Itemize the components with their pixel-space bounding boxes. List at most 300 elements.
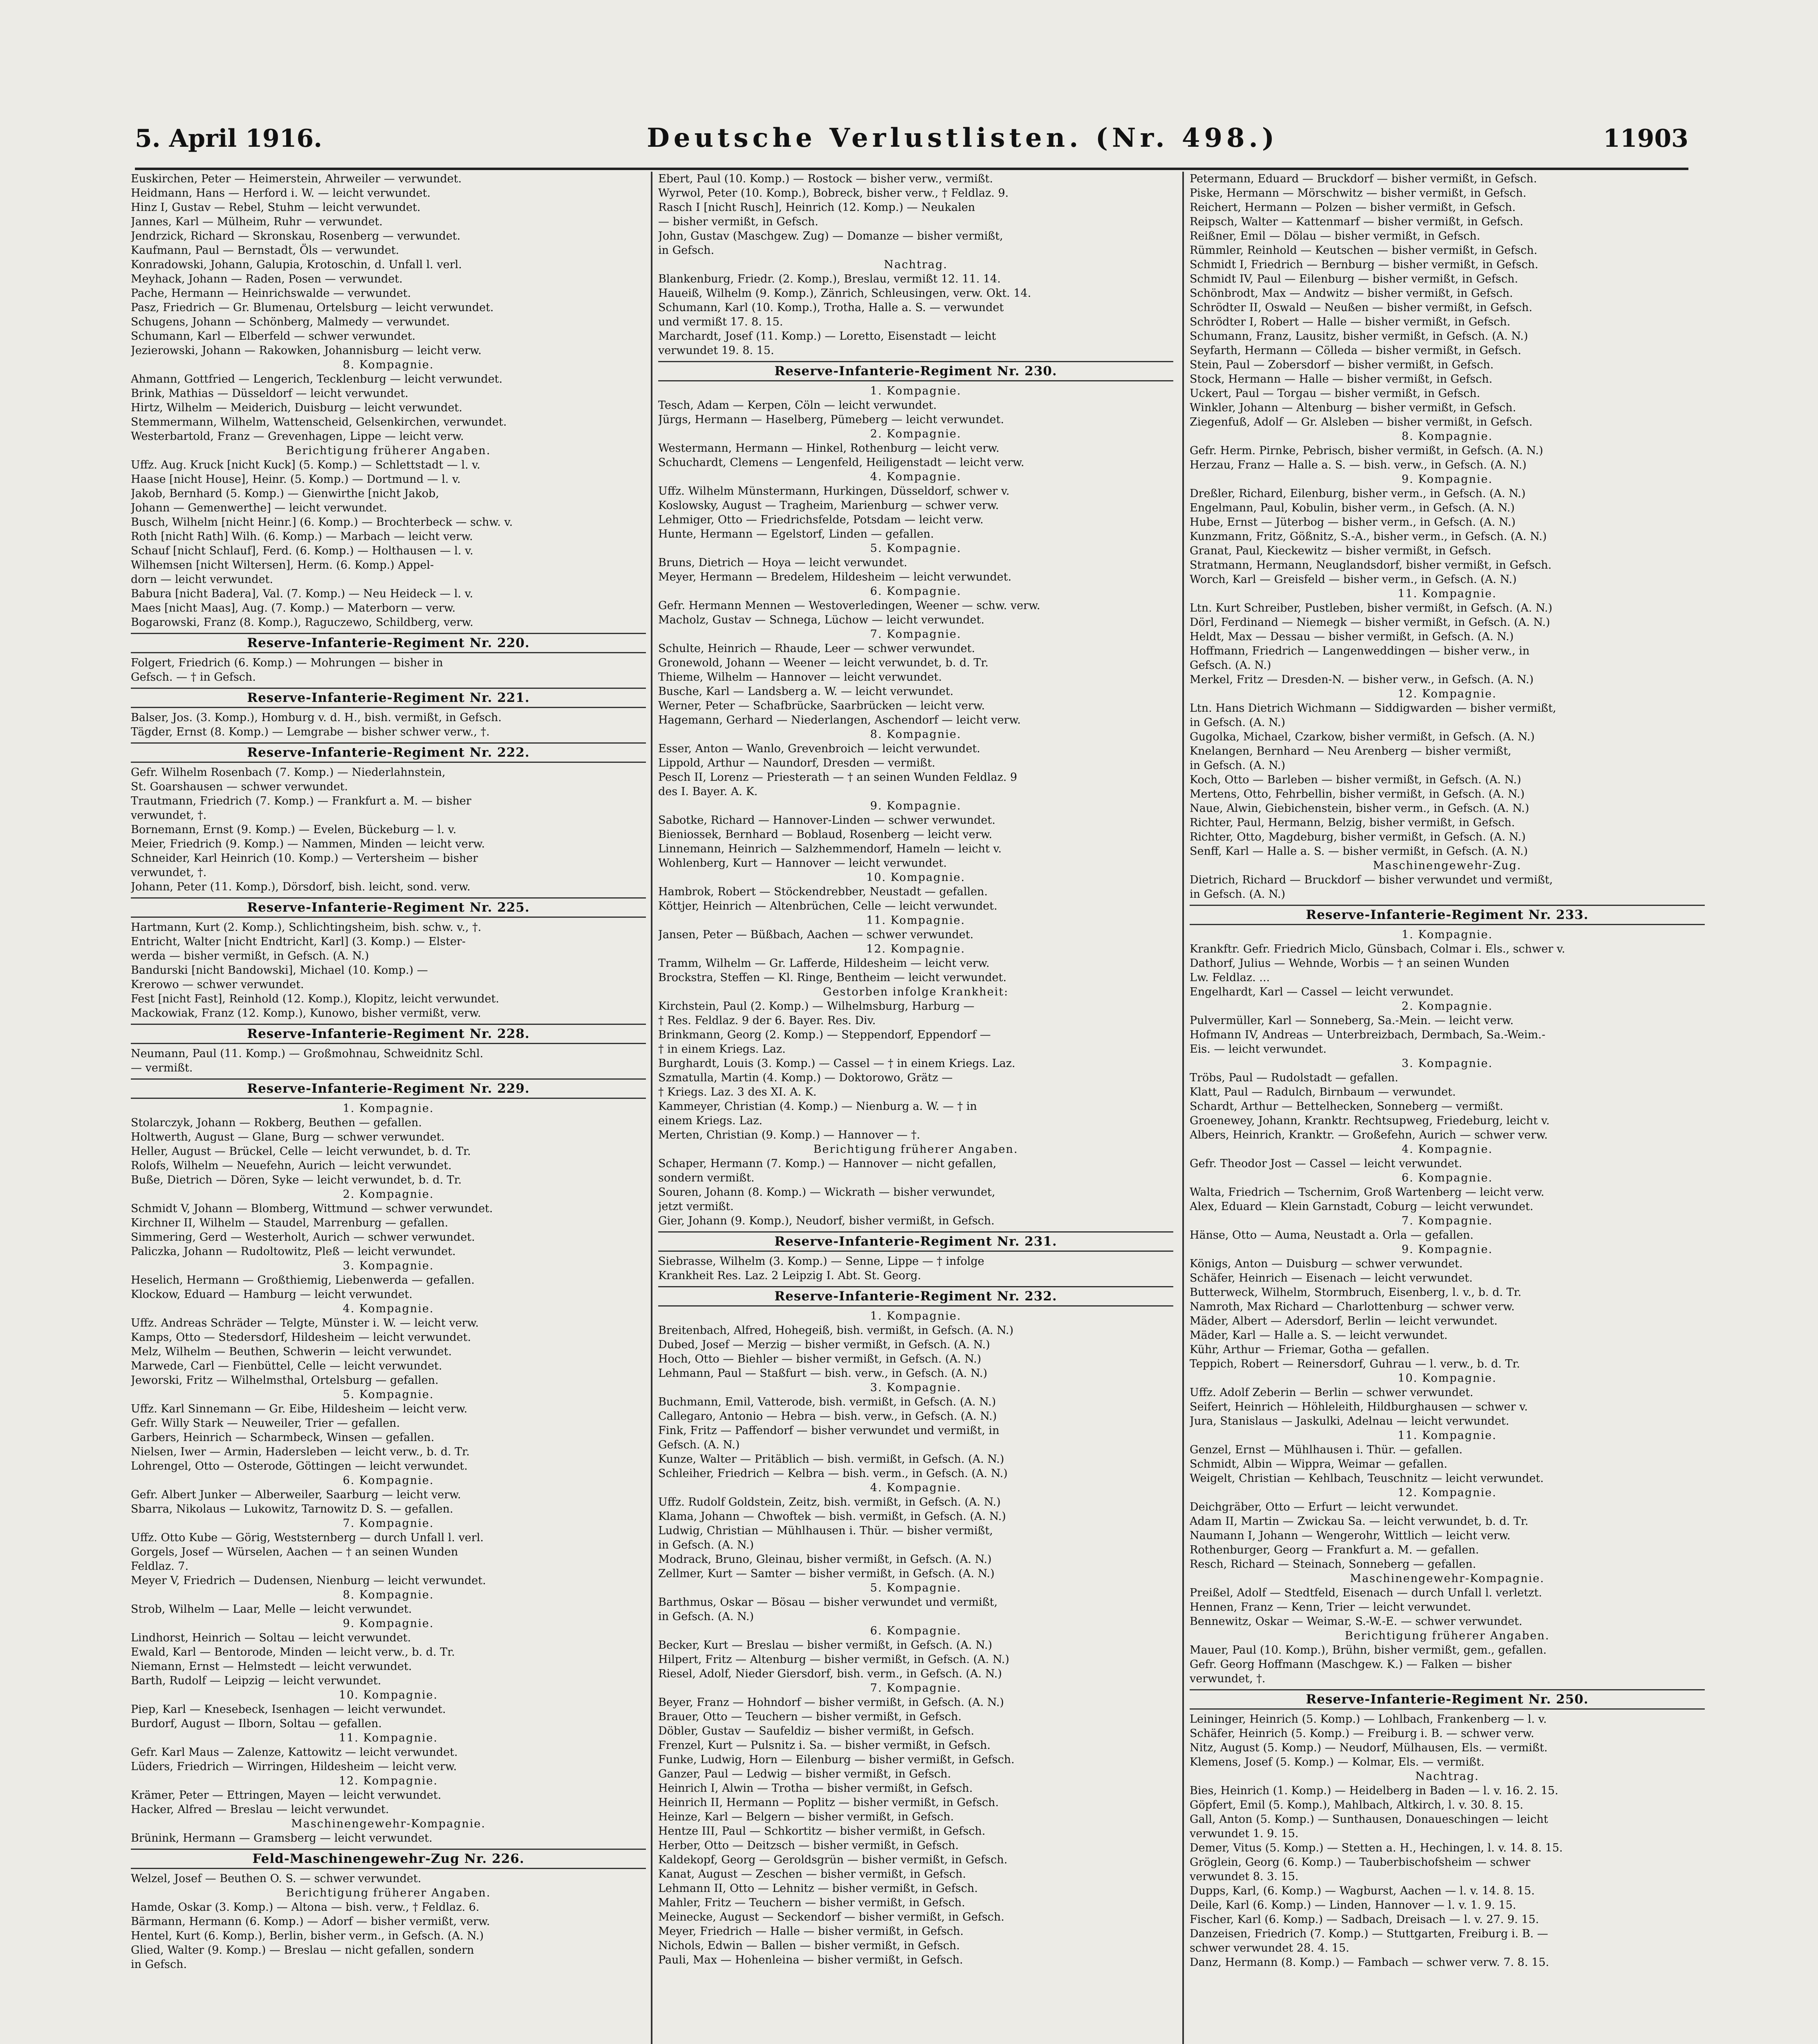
casualty-entry: Kirchstein, Paul (2. Komp.) — Wilhelmsburg, Harburg —: [658, 1000, 975, 1013]
casualty-entry: Linnemann, Heinrich — Salzhemmendorf, Hameln — leicht v.: [658, 843, 1002, 855]
casualty-entry: Richter, Paul, Hermann, Belzig, bisher vermißt, in Gefsch.: [1190, 816, 1515, 829]
casualty-entry: Schulte, Heinrich — Rhaude, Leer — schwer verwundet.: [658, 642, 975, 655]
regiment-heading: Reserve-Infanterie-Regiment Nr. 228.: [131, 1024, 646, 1044]
company-subheading: 6. Kompagnie.: [1401, 1172, 1493, 1184]
casualty-entry: Albers, Heinrich, Kranktr. — Großefehn, Aurich — schwer verw.: [1190, 1129, 1548, 1141]
casualty-entry: Schugens, Johann — Schönberg, Malmedy — verwundet.: [131, 316, 450, 328]
casualty-entry: Granat, Paul, Kieckewitz — bisher vermißt, in Gefsch.: [1190, 545, 1491, 557]
casualty-entry: Ahmann, Gottfried — Lengerich, Tecklenburg — leicht verwundet.: [131, 373, 503, 385]
casualty-entry: Uffz. Andreas Schräder — Telgte, Münster i. W. — leicht verw.: [131, 1317, 479, 1329]
regiment-heading: Reserve-Infanterie-Regiment Nr. 232.: [658, 1286, 1173, 1307]
casualty-entry: Dupps, Karl, (6. Komp.) — Wagburst, Aachen — l. v. 14. 8. 15.: [1190, 1885, 1535, 1897]
casualty-entry: Leininger, Heinrich (5. Komp.) — Lohlbach, Frankenberg — l. v.: [1190, 1713, 1547, 1726]
casualty-entry: Kaldekopf, Georg — Geroldsgrün — bisher vermißt, in Gefsch.: [658, 1853, 1008, 1866]
casualty-entry: Ludwig, Christian — Mühlhausen i. Thür. — bisher vermißt,: [658, 1524, 993, 1537]
casualty-entry: Königs, Anton — Duisburg — schwer verwundet.: [1190, 1257, 1463, 1270]
company-subheading: 4. Kompagnie.: [343, 1302, 434, 1315]
casualty-entry: Kamps, Otto — Stedersdorf, Hildesheim — leicht verwundet.: [131, 1331, 471, 1344]
casualty-entry: Reichert, Hermann — Polzen — bisher vermißt, in Gefsch.: [1190, 201, 1516, 214]
casualty-entry: Hartmann, Kurt (2. Komp.), Schlichtingsheim, bish. schw. v., †.: [131, 921, 482, 934]
casualty-entry: Hamde, Oskar (3. Komp.) — Altona — bish. verw., † Feldlaz. 6.: [131, 1901, 480, 1914]
casualty-entry: Uckert, Paul — Torgau — bisher vermißt, in Gefsch.: [1190, 387, 1480, 400]
casualty-entry: Kaufmann, Paul — Bernstadt, Öls — verwundet.: [131, 244, 399, 257]
casualty-entry: Piske, Hermann — Mörschwitz — bisher vermißt, in Gefsch.: [1190, 187, 1527, 199]
casualty-entry: Adam II, Martin — Zwickau Sa. — leicht verwundet, b. d. Tr.: [1190, 1515, 1529, 1528]
company-subheading: 1. Kompagnie.: [343, 1102, 434, 1115]
casualty-entry: Esser, Anton — Wanlo, Grevenbroich — leicht verwundet.: [658, 742, 980, 755]
casualty-entry: Demer, Vitus (5. Komp.) — Stetten a. H., Hechingen, l. v. 14. 8. 15.: [1190, 1842, 1563, 1854]
casualty-entry: Nielsen, Iwer — Armin, Hadersleben — leicht verw., b. d. Tr.: [131, 1446, 470, 1458]
casualty-entry: Hänse, Otto — Auma, Neustadt a. Orla — gefallen.: [1190, 1229, 1474, 1242]
regiment-heading: Reserve-Infanterie-Regiment Nr. 221.: [131, 688, 646, 708]
casualty-entry: Gröglein, Georg (6. Komp.) — Tauberbischofsheim — schwer: [1190, 1856, 1531, 1869]
casualty-entry: John, Gustav (Maschgew. Zug) — Domanze — bisher vermißt,: [658, 230, 1003, 242]
company-subheading: 10. Kompagnie.: [1397, 1372, 1497, 1385]
casualty-entry: Bornemann, Ernst (9. Komp.) — Evelen, Bückeburg — l. v.: [131, 823, 457, 836]
casualty-entry: Maes [nicht Maas], Aug. (7. Komp.) — Materborn — verw.: [131, 602, 456, 614]
casualty-entry: verwundet 1. 9. 15.: [1190, 1827, 1299, 1840]
casualty-entry: Gorgels, Josef — Würselen, Aachen — † an seinen Wunden: [131, 1546, 458, 1558]
casualty-entry: Heldt, Max — Dessau — bisher vermißt, in Gefsch. (A. N.): [1190, 630, 1514, 643]
casualty-entry: Gronewold, Johann — Weener — leicht verwundet, b. d. Tr.: [658, 657, 989, 669]
casualty-entry: Nitz, August (5. Komp.) — Neudorf, Mülhausen, Els. — vermißt.: [1190, 1741, 1548, 1754]
casualty-entry: Tramm, Wilhelm — Gr. Lafferde, Hildesheim — leicht verw.: [658, 957, 990, 970]
casualty-entry: Mäder, Karl — Halle a. S. — leicht verwundet.: [1190, 1329, 1448, 1342]
company-subheading: 6. Kompagnie.: [870, 1625, 962, 1637]
casualty-entry: werda — bisher vermißt, in Gefsch. (A. N.): [131, 950, 369, 962]
regiment-heading: Reserve-Infanterie-Regiment Nr. 229.: [131, 1078, 646, 1099]
page-number: 11903: [1603, 124, 1688, 153]
company-subheading: 3. Kompagnie.: [870, 1381, 962, 1394]
casualty-entry: Nichols, Edwin — Ballen — bisher vermißt, in Gefsch.: [658, 1939, 960, 1952]
company-subheading: 1. Kompagnie.: [1401, 928, 1493, 941]
column-1: [131, 172, 646, 2044]
company-subheading: 6. Kompagnie.: [870, 585, 962, 598]
company-subheading: 5. Kompagnie.: [870, 542, 962, 555]
casualty-entry: Siebrasse, Wilhelm (3. Komp.) — Senne, Lippe — † infolge: [658, 1255, 984, 1268]
casualty-entry: Stein, Paul — Zobersdorf — bisher vermißt, in Gefsch.: [1190, 359, 1494, 371]
casualty-entry: Tröbs, Paul — Rudolstadt — gefallen.: [1190, 1071, 1399, 1084]
casualty-entry: Schardt, Arthur — Bettelhecken, Sonneberg — vermißt.: [1190, 1100, 1503, 1113]
casualty-entry: Rothenburger, Georg — Frankfurt a. M. — gefallen.: [1190, 1544, 1479, 1556]
casualty-entry: Gefr. Karl Maus — Zalenze, Kattowitz — leicht verwundet.: [131, 1746, 458, 1759]
company-subheading: 9. Kompagnie.: [1401, 1243, 1493, 1256]
casualty-entry: Werner, Peter — Schafbrücke, Saarbrücken — leicht verw.: [658, 699, 985, 712]
casualty-entry: Mackowiak, Franz (12. Komp.), Kunowo, bisher vermißt, verw.: [131, 1007, 481, 1020]
casualty-entry: Klemens, Josef (5. Komp.) — Kolmar, Els. — vermißt.: [1190, 1756, 1484, 1768]
casualty-entry: Kammeyer, Christian (4. Komp.) — Nienburg a. W. — † in: [658, 1100, 977, 1113]
casualty-entry: Wilhemsen [nicht Wiltersen], Herm. (6. Komp.) Appel-: [131, 559, 434, 572]
casualty-entry: Klatt, Paul — Radulch, Birnbaum — verwundet.: [1190, 1086, 1456, 1098]
casualty-entry: Seyfarth, Hermann — Cölleda — bisher vermißt, in Gefsch.: [1190, 344, 1522, 357]
casualty-entry: Konradowski, Johann, Galupia, Krotoschin, d. Unfall l. verl.: [131, 258, 462, 271]
column-3: [1190, 172, 1705, 2044]
casualty-entry: Schumann, Karl — Elberfeld — schwer verwundet.: [131, 330, 416, 343]
company-subheading: 8. Kompagnie.: [343, 1589, 434, 1601]
casualty-entry: Naumann I, Johann — Wengerohr, Wittlich — leicht verw.: [1190, 1529, 1511, 1542]
company-subheading: 6. Kompagnie.: [343, 1474, 434, 1487]
casualty-entry: verwundet, †.: [131, 866, 207, 879]
casualty-entry: in Gefsch.: [131, 1958, 187, 1971]
casualty-entry: Hambrok, Robert — Stöckendrebber, Neustadt — gefallen.: [658, 885, 988, 898]
casualty-entry: Ziegenfuß, Adolf — Gr. Alsleben — bisher vermißt, in Gefsch.: [1190, 416, 1533, 428]
casualty-entry: dorn — leicht verwundet.: [131, 573, 273, 586]
column-divider: [1182, 172, 1184, 2044]
casualty-entry: Welzel, Josef — Beuthen O. S. — schwer verwundet.: [131, 1872, 421, 1885]
casualty-entry: Pache, Hermann — Heinrichswalde — verwundet.: [131, 287, 411, 300]
company-subheading: 4. Kompagnie.: [870, 1481, 962, 1494]
company-subheading: 11. Kompagnie.: [338, 1732, 438, 1744]
casualty-entry: Thieme, Wilhelm — Hannover — leicht verwundet.: [658, 671, 942, 684]
company-subheading: 9. Kompagnie.: [343, 1617, 434, 1630]
casualty-entry: Heinrich II, Hermann — Poplitz — bisher vermißt, in Gefsch.: [658, 1796, 999, 1809]
publication-title: [647, 123, 1278, 153]
casualty-entry: Haueiß, Wilhelm (9. Komp.), Zänrich, Schleusingen, verw. Okt. 14.: [658, 287, 1031, 300]
casualty-entry: Rümmler, Reinhold — Keutschen — bisher vermißt, in Gefsch.: [1190, 244, 1538, 257]
company-subheading: Gestorben infolge Krankheit:: [823, 986, 1009, 998]
casualty-entry: Fink, Fritz — Paffendorf — bisher verwundet und vermißt, in: [658, 1424, 1000, 1437]
casualty-entry: in Gefsch. (A. N.): [1190, 888, 1285, 901]
casualty-entry: Alex, Eduard — Klein Garnstadt, Coburg — leicht verwundet.: [1190, 1200, 1533, 1213]
casualty-entry: Lehmiger, Otto — Friedrichsfelde, Potsdam — leicht verw.: [658, 513, 984, 526]
casualty-entry: Fest [nicht Fast], Reinhold (12. Komp.), Klopitz, leicht verwundet.: [131, 993, 499, 1005]
company-subheading: Nachtrag.: [1415, 1770, 1479, 1783]
casualty-entry: Walta, Friedrich — Tschernim, Groß Wartenberg — leicht verw.: [1190, 1186, 1545, 1199]
casualty-entry: Göpfert, Emil (5. Komp.), Mahlbach, Altkirch, l. v. 30. 8. 15.: [1190, 1799, 1524, 1811]
casualty-entry: † in einem Kriegs. Laz.: [658, 1043, 786, 1056]
company-subheading: 1. Kompagnie.: [870, 385, 962, 397]
casualty-entry: Meyhack, Johann — Raden, Posen — verwundet.: [131, 273, 403, 285]
casualty-entry: Deile, Karl (6. Komp.) — Linden, Hannover — l. v. 1. 9. 15.: [1190, 1899, 1516, 1912]
casualty-entry: Brockstra, Steffen — Kl. Ringe, Bentheim — leicht verwundet.: [658, 971, 1007, 984]
regiment-heading: Reserve-Infanterie-Regiment Nr. 230.: [658, 361, 1173, 381]
casualty-entry: Hennen, Franz — Kenn, Trier — leicht verwundet.: [1190, 1601, 1471, 1614]
casualty-entry: Heinze, Karl — Belgern — bisher vermißt, in Gefsch.: [658, 1811, 954, 1823]
casualty-entry: Hoch, Otto — Biehler — bisher vermißt, in Gefsch. (A. N.): [658, 1353, 982, 1365]
company-subheading: Nachtrag.: [884, 258, 948, 271]
casualty-entry: St. Goarshausen — schwer verwundet.: [131, 780, 348, 793]
company-subheading: 8. Kompagnie.: [1401, 430, 1493, 443]
casualty-entry: Herzau, Franz — Halle a. S. — bish. verw., in Gefsch. (A. N.): [1190, 459, 1527, 471]
casualty-entry: Sabotke, Richard — Hannover-Linden — schwer verwundet.: [658, 814, 995, 827]
casualty-entry: Jura, Stanislaus — Jaskulki, Adelnau — leicht verwundet.: [1190, 1415, 1509, 1428]
casualty-entry: schwer verwundet 28. 4. 15.: [1190, 1942, 1349, 1954]
casualty-entry: Knelangen, Bernhard — Neu Arenberg — bisher vermißt,: [1190, 745, 1511, 758]
casualty-entry: Winkler, Johann — Altenburg — bisher vermißt, in Gefsch.: [1190, 401, 1516, 414]
casualty-entry: Brink, Mathias — Düsseldorf — leicht verwundet.: [131, 387, 408, 400]
casualty-entry: Reißner, Emil — Dölau — bisher vermißt, in Gefsch.: [1190, 230, 1480, 242]
casualty-entry: Heselich, Hermann — Großthiemig, Liebenwerda — gefallen.: [131, 1274, 475, 1286]
company-subheading: 1. Kompagnie.: [870, 1310, 962, 1322]
issue-date: 5. April 1916.: [135, 124, 322, 153]
company-subheading: 10. Kompagnie.: [866, 871, 966, 884]
casualty-entry: Strob, Wilhelm — Laar, Melle — leicht verwundet.: [131, 1603, 412, 1616]
casualty-entry: Jannes, Karl — Mülheim, Ruhr — verwundet.: [131, 215, 383, 228]
company-subheading: 3. Kompagnie.: [1401, 1057, 1493, 1070]
casualty-entry: Schauf [nicht Schlauf], Ferd. (6. Komp.) — Holthausen — l. v.: [131, 545, 473, 557]
casualty-entry: Dathorf, Julius — Wehnde, Worbis — † an seinen Wunden: [1190, 957, 1510, 970]
casualty-entry: Gefr. Albert Junker — Alberweiler, Saarburg — leicht verw.: [131, 1488, 461, 1501]
casualty-entry: Lohrengel, Otto — Osterode, Göttingen — leicht verwundet.: [131, 1460, 468, 1472]
casualty-entry: Bandurski [nicht Bandowski], Michael (10. Komp.) —: [131, 964, 428, 977]
casualty-entry: Lehmann II, Otto — Lehnitz — bisher vermißt, in Gefsch.: [658, 1882, 978, 1895]
issue-number: (Nr. 498.): [1095, 123, 1279, 153]
casualty-entry: Kühr, Arthur — Friemar, Gotha — gefallen.: [1190, 1343, 1430, 1356]
casualty-entry: Gefsch. (A. N.): [1190, 659, 1271, 672]
casualty-entry: Heidmann, Hans — Herford i. W. — leicht verwundet.: [131, 187, 431, 199]
casualty-entry: Uffz. Aug. Kruck [nicht Kuck] (5. Komp.) — Schlettstadt — l. v.: [131, 459, 480, 471]
casualty-entry: Jürgs, Hermann — Haselberg, Pümeberg — leicht verwundet.: [658, 413, 1004, 426]
casualty-entry: Haase [nicht House], Heinr. (5. Komp.) — Dortmund — l. v.: [131, 473, 461, 486]
casualty-entry: Ebert, Paul (10. Komp.) — Rostock — bisher verw., vermißt.: [658, 173, 993, 185]
casualty-entry: in Gefsch. (A. N.): [658, 1539, 754, 1551]
casualty-entry: Becker, Kurt — Breslau — bisher vermißt, in Gefsch. (A. N.): [658, 1639, 993, 1652]
casualty-entry: in Gefsch. (A. N.): [1190, 716, 1285, 729]
casualty-entry: Hube, Ernst — Jüterbog — bisher verm., in Gefsch. (A. N.): [1190, 516, 1516, 529]
casualty-entry: Hagemann, Gerhard — Niederlangen, Aschendorf — leicht verw.: [658, 714, 1021, 726]
casualty-entry: Jeworski, Fritz — Wilhelmsthal, Ortelsburg — gefallen.: [131, 1374, 439, 1387]
casualty-entry: Mahler, Fritz — Teuchern — bisher vermißt, in Gefsch.: [658, 1896, 965, 1909]
casualty-entry: Westerbartold, Franz — Grevenhagen, Lippe — leicht verw.: [131, 430, 464, 443]
company-subheading: 12. Kompagnie.: [866, 943, 966, 955]
casualty-entry: Lehmann, Paul — Staßfurt — bish. verw., in Gefsch. (A. N.): [658, 1367, 987, 1380]
casualty-entry: Hilpert, Fritz — Altenburg — bisher vermißt, in Gefsch. (A. N.): [658, 1653, 1009, 1666]
casualty-entry: Gefsch. — † in Gefsch.: [131, 671, 256, 684]
company-subheading: 7. Kompagnie.: [1401, 1215, 1493, 1227]
casualty-entry: Schumann, Karl (10. Komp.), Trotha, Halle a. S. — verwundet: [658, 301, 1004, 314]
casualty-entry: Pasz, Friedrich — Gr. Blumenau, Ortelsburg — leicht verwundet.: [131, 301, 494, 314]
casualty-entry: Schaper, Hermann (7. Komp.) — Hannover — nicht gefallen,: [658, 1157, 997, 1170]
casualty-entry: Merkel, Fritz — Dresden-N. — bisher verw., in Gefsch. (A. N.): [1190, 673, 1534, 686]
casualty-entry: Worch, Karl — Greisfeld — bisher verm., in Gefsch. (A. N.): [1190, 573, 1517, 586]
casualty-entry: Modrack, Bruno, Gleinau, bisher vermißt, in Gefsch. (A. N.): [658, 1553, 992, 1566]
casualty-entry: Meyer V, Friedrich — Dudensen, Nienburg — leicht verwundet.: [131, 1574, 486, 1587]
casualty-entry: Roth [nicht Rath] Wilh. (6. Komp.) — Marbach — leicht verw.: [131, 530, 473, 543]
casualty-entry: Weigelt, Christian — Kehlbach, Teuschnitz — leicht verwundet.: [1190, 1472, 1544, 1485]
casualty-entry: Engelmann, Paul, Kobulin, bisher verm., in Gefsch. (A. N.): [1190, 502, 1515, 514]
company-subheading: 9. Kompagnie.: [1401, 473, 1493, 486]
casualty-entry: Preißel, Adolf — Stedtfeld, Eisenach — durch Unfall l. verletzt.: [1190, 1587, 1542, 1599]
casualty-entry: Euskirchen, Peter — Heimerstein, Ahrweiler — verwundet.: [131, 173, 462, 185]
casualty-entry: Jendrzick, Richard — Skronskau, Rosenberg — verwundet.: [131, 230, 461, 242]
casualty-entry: Piep, Karl — Knesebeck, Isenhagen — leicht verwundet.: [131, 1703, 446, 1716]
company-subheading: 8. Kompagnie.: [870, 728, 962, 741]
company-subheading: 2. Kompagnie.: [343, 1188, 434, 1201]
casualty-entry: Schleiher, Friedrich — Kelbra — bish. verm., in Gefsch. (A. N.): [658, 1467, 1008, 1480]
regiment-heading: Reserve-Infanterie-Regiment Nr. 220.: [131, 633, 646, 653]
casualty-entry: Seifert, Heinrich — Höhleleith, Hildburghausen — schwer v.: [1190, 1401, 1528, 1413]
casualty-entry: Koslowsky, August — Tragheim, Marienburg — schwer verw.: [658, 499, 999, 512]
casualty-entry: Entricht, Walter [nicht Endtricht, Karl] (3. Komp.) — Elster-: [131, 935, 466, 948]
casualty-entry: Pesch II, Lorenz — Priesterath — † an seinen Wunden Feldlaz. 9: [658, 771, 1018, 784]
casualty-entry: Schumann, Franz, Lausitz, bisher vermißt, in Gefsch. (A. N.): [1190, 330, 1528, 343]
company-subheading: 2. Kompagnie.: [870, 428, 962, 440]
company-subheading: 12. Kompagnie.: [1397, 1486, 1497, 1499]
casualty-entry: Dietrich, Richard — Bruckdorf — bisher verwundet und vermißt,: [1190, 874, 1553, 886]
casualty-entry: Bärmann, Hermann (6. Komp.) — Adorf — bisher vermißt, verw.: [131, 1915, 490, 1928]
casualty-entry: Melz, Wilhelm — Beuthen, Schwerin — leicht verwundet.: [131, 1345, 452, 1358]
casualty-entry: Köttjer, Heinrich — Altenbrüchen, Celle — leicht verwundet.: [658, 900, 998, 912]
casualty-entry: Sbarra, Nikolaus — Lukowitz, Tarnowitz D. S. — gefallen.: [131, 1503, 453, 1515]
casualty-entry: Barth, Rudolf — Leipzig — leicht verwundet.: [131, 1674, 381, 1687]
casualty-entry: Schrödter I, Robert — Halle — bisher vermißt, in Gefsch.: [1190, 316, 1511, 328]
casualty-entry: Westermann, Hermann — Hinkel, Rothenburg — leicht verw.: [658, 442, 1000, 455]
casualty-entry: Resch, Richard — Steinach, Sonneberg — gefallen.: [1190, 1558, 1476, 1571]
company-subheading: 7. Kompagnie.: [870, 1682, 962, 1694]
company-subheading: 7. Kompagnie.: [343, 1517, 434, 1530]
casualty-entry: Gall, Anton (5. Komp.) — Sunthausen, Donaueschingen — leicht: [1190, 1813, 1548, 1826]
casualty-entry: Krämer, Peter — Ettringen, Mayen — leicht verwundet.: [131, 1789, 442, 1802]
company-subheading: Berichtigung früherer Angaben.: [286, 444, 491, 457]
casualty-entry: Simmering, Gerd — Westerholt, Aurich — schwer verwundet.: [131, 1231, 475, 1244]
regiment-heading: Reserve-Infanterie-Regiment Nr. 222.: [131, 742, 646, 763]
casualty-entry: Paliczka, Johann — Rudoltowitz, Pleß — leicht verwundet.: [131, 1245, 456, 1258]
casualty-entry: verwundet 8. 3. 15.: [1190, 1870, 1299, 1883]
company-subheading: 12. Kompagnie.: [338, 1775, 438, 1787]
casualty-entry: sondern vermißt.: [658, 1172, 755, 1184]
casualty-entry: Burghardt, Louis (3. Komp.) — Cassel — † in einem Kriegs. Laz.: [658, 1057, 1015, 1070]
company-subheading: 5. Kompagnie.: [870, 1582, 962, 1594]
casualty-entry: Souren, Johann (8. Komp.) — Wickrath — bisher verwundet,: [658, 1186, 995, 1199]
casualty-entry: Krerowo — schwer verwundet.: [131, 978, 304, 991]
casualty-entry: Meyer, Friedrich — Halle — bisher vermißt, in Gefsch.: [658, 1925, 964, 1938]
casualty-entry: Rolofs, Wilhelm — Neuefehn, Aurich — leicht verwundet.: [131, 1159, 452, 1172]
company-subheading: Maschinengewehr-Kompagnie.: [1350, 1572, 1545, 1585]
casualty-entry: Meier, Friedrich (9. Komp.) — Nammen, Minden — leicht verw.: [131, 838, 485, 850]
company-subheading: 9. Kompagnie.: [870, 800, 962, 812]
casualty-entry: Hoffmann, Friedrich — Langenweddingen — bisher verw., in: [1190, 645, 1530, 657]
casualty-entry: Uffz. Otto Kube — Görig, Weststernberg — durch Unfall l. verl.: [131, 1531, 484, 1544]
casualty-entry: Marwede, Carl — Fienbüttel, Celle — leicht verwundet.: [131, 1360, 442, 1372]
column-2: [658, 172, 1173, 2044]
casualty-entry: Feldlaz. 7.: [131, 1560, 189, 1573]
casualty-entry: Stolarczyk, Johann — Rokberg, Beuthen — gefallen.: [131, 1116, 422, 1129]
casualty-entry: Pauli, Max — Hohenleina — bisher vermißt, in Gefsch.: [658, 1954, 963, 1966]
company-subheading: Berichtigung früherer Angaben.: [286, 1887, 491, 1899]
casualty-entry: Koch, Otto — Barleben — bisher vermißt, in Gefsch. (A. N.): [1190, 773, 1521, 786]
casualty-entry: Lippold, Arthur — Naundorf, Dresden — vermißt.: [658, 757, 935, 769]
casualty-entry: Eis. — leicht verwundet.: [1190, 1043, 1327, 1056]
casualty-entry: Balser, Jos. (3. Komp.), Homburg v. d. H., bish. vermißt, in Gefsch.: [131, 711, 502, 724]
company-subheading: 2. Kompagnie.: [1401, 1000, 1493, 1013]
casualty-entry: Lw. Feldlaz. ...: [1190, 971, 1270, 984]
casualty-entry: Namroth, Max Richard — Charlottenburg — schwer verw.: [1190, 1300, 1515, 1313]
casualty-entry: Schuchardt, Clemens — Lengenfeld, Heiligenstadt — leicht verw.: [658, 456, 1024, 469]
casualty-entry: Dubed, Josef — Merzig — bisher vermißt, in Gefsch. (A. N.): [658, 1338, 990, 1351]
casualty-entry: Senff, Karl — Halle a. S. — bisher vermißt, in Gefsch. (A. N.): [1190, 845, 1528, 858]
casualty-entry: Mertens, Otto, Fehrbellin, bisher vermißt, in Gefsch. (A. N.): [1190, 788, 1525, 800]
casualty-entry: Pulvermüller, Karl — Sonneberg, Sa.-Mein. — leicht verw.: [1190, 1014, 1514, 1027]
casualty-entry: Fischer, Karl (6. Komp.) — Sadbach, Dreisach — l. v. 27. 9. 15.: [1190, 1913, 1539, 1926]
casualty-entry: verwundet, †.: [131, 809, 207, 822]
casualty-entry: Schäfer, Heinrich — Eisenach — leicht verwundet.: [1190, 1272, 1473, 1284]
company-subheading: 4. Kompagnie.: [1401, 1143, 1493, 1156]
casualty-entry: Döbler, Gustav — Saufeldiz — bisher vermißt, in Gefsch.: [658, 1725, 975, 1737]
casualty-entry: Klockow, Eduard — Hamburg — leicht verwundet.: [131, 1288, 412, 1301]
casualty-entry: Ewald, Karl — Bentorode, Minden — leicht verw., b. d. Tr.: [131, 1646, 455, 1659]
casualty-entry: Schäfer, Heinrich (5. Komp.) — Freiburg i. B. — schwer verw.: [1190, 1727, 1534, 1740]
regiment-heading: Feld-Maschinengewehr-Zug Nr. 226.: [131, 1849, 646, 1869]
casualty-entry: Danzeisen, Friedrich (7. Komp.) — Stuttgarten, Freiburg i. B. —: [1190, 1927, 1548, 1940]
casualty-entry: Brauer, Otto — Teuchern — bisher vermißt, in Gefsch.: [658, 1710, 962, 1723]
casualty-entry: Gefr. Georg Hoffmann (Maschgew. K.) — Falken — bisher: [1190, 1658, 1512, 1671]
casualty-entry: Teppich, Robert — Reinersdorf, Guhrau — l. verw., b. d. Tr.: [1190, 1358, 1520, 1370]
casualty-entry: Bies, Heinrich (1. Komp.) — Heidelberg in Baden — l. v. 16. 2. 15.: [1190, 1784, 1558, 1797]
casualty-entry: Dörl, Ferdinand — Niemegk — bisher vermißt, in Gefsch. (A. N.): [1190, 616, 1550, 629]
casualty-entry: † Kriegs. Laz. 3 des XI. A. K.: [658, 1086, 817, 1098]
casualty-entry: Szmatulla, Martin (4. Komp.) — Doktorowo, Grätz —: [658, 1071, 953, 1084]
casualty-entry: Genzel, Ernst — Mühlhausen i. Thür. — gefallen.: [1190, 1443, 1463, 1456]
casualty-entry: Dreßler, Richard, Eilenburg, bisher verm., in Gefsch. (A. N.): [1190, 487, 1526, 500]
casualty-entry: Brünink, Hermann — Gramsberg — leicht verwundet.: [131, 1832, 433, 1845]
casualty-entry: in Gefsch. (A. N.): [1190, 759, 1285, 772]
casualty-entry: Mäder, Albert — Adersdorf, Berlin — leicht verwundet.: [1190, 1315, 1498, 1327]
casualty-entry: Neumann, Paul (11. Komp.) — Großmohnau, Schweidnitz Schl.: [131, 1047, 484, 1060]
casualty-entry: Blankenburg, Friedr. (2. Komp.), Breslau, vermißt 12. 11. 14.: [658, 273, 1001, 285]
casualty-entry: Stratmann, Hermann, Neuglandsdorf, bisher vermißt, in Gefsch.: [1190, 559, 1552, 572]
casualty-entry: Hunte, Hermann — Egelstorf, Linden — gefallen.: [658, 528, 934, 540]
casualty-entry: Kunze, Walter — Pritäblich — bish. vermißt, in Gefsch. (A. N.): [658, 1453, 1004, 1466]
casualty-entry: des I. Bayer. A. K.: [658, 785, 758, 798]
casualty-entry: Uffz. Karl Sinnemann — Gr. Eibe, Hildesheim — leicht verw.: [131, 1403, 468, 1415]
casualty-entry: einem Kriegs. Laz.: [658, 1114, 762, 1127]
casualty-entry: Kanat, August — Zeschen — bisher vermißt, in Gefsch.: [658, 1868, 966, 1880]
company-subheading: 11. Kompagnie.: [866, 914, 966, 927]
casualty-entry: Kirchner II, Wilhelm — Staudel, Marrenburg — gefallen.: [131, 1217, 448, 1229]
casualty-entry: Engelhardt, Karl — Cassel — leicht verwundet.: [1190, 986, 1454, 998]
casualty-entry: Schneider, Karl Heinrich (10. Komp.) — Vertersheim — bisher: [131, 852, 478, 865]
casualty-entry: Schmidt I, Friedrich — Bernburg — bisher vermißt, in Gefsch.: [1190, 258, 1538, 271]
casualty-entry: Stemmermann, Wilhelm, Wattenscheid, Gelsenkirchen, verwundet.: [131, 416, 507, 428]
casualty-entry: Bennewitz, Oskar — Weimar, S.-W.-E. — schwer verwundet.: [1190, 1615, 1522, 1628]
casualty-entry: Tesch, Adam — Kerpen, Cöln — leicht verwundet.: [658, 399, 937, 412]
casualty-entry: Gugolka, Michael, Czarkow, bisher vermißt, in Gefsch. (A. N.): [1190, 731, 1535, 743]
casualty-entry: Groenewey, Johann, Kranktr. Rechtsupweg, Friedeburg, leicht v.: [1190, 1114, 1550, 1127]
casualty-entry: Hirtz, Wilhelm — Meiderich, Duisburg — leicht verwundet.: [131, 401, 462, 414]
casualty-entry: Zellmer, Kurt — Samter — bisher vermißt, in Gefsch. (A. N.): [658, 1567, 995, 1580]
casualty-entry: Gefr. Theodor Jost — Cassel — leicht verwundet.: [1190, 1157, 1462, 1170]
casualty-entry: Breitenbach, Alfred, Hohegeiß, bish. vermißt, in Gefsch. (A. N.): [658, 1324, 1014, 1337]
casualty-entry: Deichgräber, Otto — Erfurt — leicht verwundet.: [1190, 1501, 1459, 1513]
casualty-entry: Hofmann IV, Andreas — Unterbreizbach, Dermbach, Sa.-Weim.-: [1190, 1029, 1546, 1041]
casualty-entry: Garbers, Heinrich — Scharmbeck, Winsen — gefallen.: [131, 1431, 435, 1444]
casualty-entry: Lindhorst, Heinrich — Soltau — leicht verwundet.: [131, 1632, 411, 1644]
casualty-entry: Mauer, Paul (10. Komp.), Brühn, bisher vermißt, gem., gefallen.: [1190, 1644, 1547, 1656]
casualty-entry: Jansen, Peter — Büßbach, Aachen — schwer verwundet.: [658, 928, 974, 941]
casualty-entry: Macholz, Gustav — Schnega, Lüchow — leicht verwundet.: [658, 614, 984, 626]
company-subheading: Berichtigung früherer Angaben.: [1345, 1629, 1550, 1642]
casualty-entry: Wohlenberg, Kurt — Hannover — leicht verwundet.: [658, 857, 947, 870]
casualty-entry: Gefr. Willy Stark — Neuweiler, Trier — gefallen.: [131, 1417, 400, 1430]
casualty-entry: Hentze III, Paul — Schkortitz — bisher vermißt, in Gefsch.: [658, 1825, 986, 1838]
casualty-entry: Funke, Ludwig, Horn — Eilenburg — bisher vermißt, in Gefsch.: [658, 1753, 1015, 1766]
company-subheading: 3. Kompagnie.: [343, 1260, 434, 1272]
casualty-entry: Buchmann, Emil, Vatterode, bish. vermißt, in Gefsch. (A. N.): [658, 1396, 996, 1408]
casualty-entry: Uffz. Rudolf Goldstein, Zeitz, bish. vermißt, in Gefsch. (A. N.): [658, 1496, 1001, 1508]
company-subheading: Berichtigung früherer Angaben.: [813, 1143, 1018, 1156]
casualty-entry: und vermißt 17. 8. 15.: [658, 316, 783, 328]
casualty-entry: Johann, Peter (11. Komp.), Dörsdorf, bish. leicht, sond. verw.: [131, 881, 471, 893]
casualty-entry: Ltn. Kurt Schreiber, Pustleben, bisher vermißt, in Gefsch. (A. N.): [1190, 602, 1553, 614]
casualty-entry: Frenzel, Kurt — Pulsnitz i. Sa. — bisher vermißt, in Gefsch.: [658, 1739, 991, 1752]
casualty-entry: Gefr. Wilhelm Rosenbach (7. Komp.) — Niederlahnstein,: [131, 766, 446, 779]
casualty-entry: Rasch I [nicht Rusch], Heinrich (12. Komp.) — Neukalen: [658, 201, 975, 214]
casualty-entry: Hentel, Kurt (6. Komp.), Berlin, bisher verm., in Gefsch. (A. N.): [131, 1930, 484, 1942]
casualty-entry: Ltn. Hans Dietrich Wichmann — Siddigwarden — bisher vermißt,: [1190, 702, 1556, 715]
casualty-entry: Reipsch, Walter — Kattenmarf — bisher vermißt, in Gefsch.: [1190, 215, 1524, 228]
casualty-entry: Uffz. Adolf Zeberin — Berlin — schwer verwundet.: [1190, 1386, 1473, 1399]
company-subheading: 5. Kompagnie.: [343, 1388, 434, 1401]
